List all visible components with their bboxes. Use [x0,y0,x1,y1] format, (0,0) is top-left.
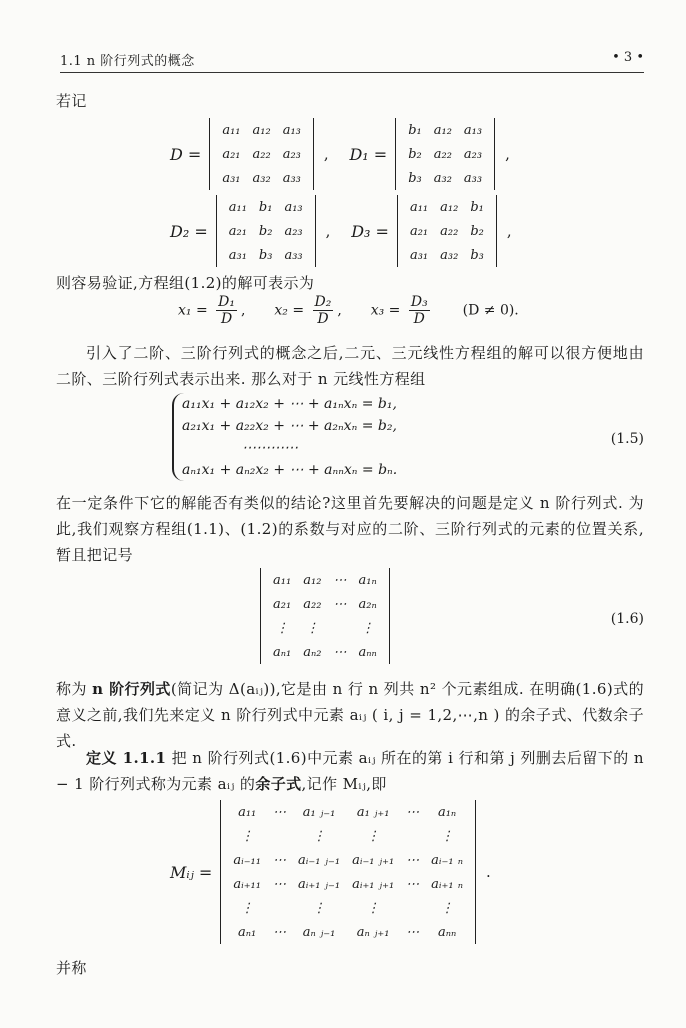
nonzero-condition: (D ≠ 0). [462,302,519,319]
matrix-entry: a₂₃ [282,146,301,162]
matrix-entry: a₂₂ [433,146,452,162]
determinant-d [209,118,314,190]
matrix-entry: a₂₂ [252,146,271,162]
system-row: a₁₁x₁ + a₁₂x₂ + ⋯ + a₁ₙxₙ = b₁, [182,396,397,412]
system-row: aₙ₁x₁ + aₙ₂x₂ + ⋯ + aₙₙxₙ = bₙ. [182,462,398,478]
matrix-entry: ⋮ [312,900,326,916]
paragraph-ruoji: 若记 [56,92,87,110]
matrix-row [402,142,488,166]
matrix-entry: a₃₂ [440,247,459,263]
matrix-entry: ⋮ [240,900,254,916]
term-minor: 余子式 [255,775,302,793]
matrix-entry: a₁ ⱼ₊₁ [356,804,390,820]
fraction-d1-over-d: $\frac{\text{D₁}}{D}$ [218,294,235,327]
matrix-entry: ⋯ [406,852,420,868]
matrix-entry: aᵢ₋₁ ⱼ₋₁ [297,852,341,868]
matrix-entry: ⋯ [406,804,420,820]
matrix-entry [267,896,292,920]
matrix-row [267,568,383,592]
section-title: 1.1 n 阶行列式的概念 [60,54,195,69]
matrix-row [216,142,307,166]
matrix-row [267,592,383,616]
matrix-entry: ⋮ [305,620,319,636]
matrix-entry: a₃₂ [252,170,271,186]
matrix-entry: a₁₁ [228,199,247,215]
matrix-entry: ⋯ [333,644,347,660]
solution-formula: x₁ = $\frac{\text{D₁}}{D}$ , x₂ = $\frac{\text{D₂}}{D}$ , x₃ = $\frac{\text{D₃}}{D}$ (D ≠ 0). [178,294,519,327]
d-label: D = [170,144,202,164]
matrix-entry: a₂₃ [284,223,303,239]
matrix-entry: ⋯ [333,572,347,588]
matrix-entry: a₃₁ [222,170,241,186]
x3-label: x₃ = [370,302,401,319]
paragraph-intro: 引入了二阶、三阶行列式的概念之后,二元、三元线性方程组的解可以很方便地由二阶、三阶行列式表示出来. 那么对于 n 元线性方程组 [56,344,644,388]
matrix-entry: a₂₁ [273,596,292,612]
matrix-row [404,243,490,267]
equation-d2-d3 [170,195,528,267]
equation-mij [170,800,507,944]
matrix-entry: aᵢ₊₁ ⱼ₊₁ [352,876,395,892]
matrix-entry: aₙ₁ [238,924,257,940]
paragraph-bingcheng: 并称 [56,959,87,977]
matrix-row [227,824,469,848]
matrix-entry: aᵢ₊₁ ₙ [431,876,464,892]
matrix-row [404,219,490,243]
comma: , [506,222,512,240]
matrix-entry: a₂₁ [228,223,247,239]
matrix-entry [400,824,425,848]
system-row: ⋯⋯⋯⋯ [242,440,298,456]
matrix-row [267,640,383,664]
matrix-entry: b₂ [470,223,484,239]
matrix-entry: a₃₁ [228,247,247,263]
matrix-entry: aₙ ⱼ₋₁ [302,924,336,940]
matrix-entry: a₃₃ [463,170,483,186]
comma: , [505,145,510,163]
matrix-row [227,920,469,944]
matrix-entry: a₁₁ [273,572,292,588]
matrix-entry: a₁₂ [303,572,322,588]
equation-number-1-5: (1.5) [610,431,644,447]
matrix-entry: ⋯ [272,804,286,820]
fraction-d3-over-d: $\frac{\text{D₃}}{D}$ [410,294,428,327]
matrix-entry: b₁ [470,199,484,215]
matrix-entry: a₁ₙ [358,572,377,588]
matrix-entry: a₂ₙ [358,596,377,612]
matrix-row [216,166,307,190]
matrix-entry: a₂₃ [463,146,483,162]
matrix-entry: ⋮ [240,828,254,844]
matrix-entry: aₙ ⱼ₊₁ [356,924,390,940]
paragraph-question: 在一定条件下它的解能否有类似的结论?这里首先要解决的问题是定义 n 阶行列式. 为此,我们观察方程组(1.1)、(1.2)的系数与对应的二阶、三阶行列式的元素的位置关系,暂且把记号 [56,494,644,564]
running-header [60,48,644,73]
matrix-entry: ⋯ [406,924,420,940]
matrix-entry: ⋮ [312,828,326,844]
matrix-entry: ⋮ [366,828,380,844]
matrix-entry: a₁₂ [252,122,271,138]
fraction-d2-over-d: $\frac{\text{D₂}}{D}$ [314,294,332,327]
definition-1-1-1: 定义 1.1.1 把 n 阶行列式(1.6)中元素 aᵢⱼ 所在的第 i 行和第 j 列删去后留下的 n − 1 阶行列式称为元素 aᵢⱼ 的余子式,记作 Mᵢⱼ,即 [56,749,644,793]
determinant-mij [220,800,476,944]
matrix-entry: ⋯ [272,924,286,940]
matrix-row [402,166,488,190]
d1-label: D₁ = [349,144,388,164]
matrix-entry: a₂₁ [409,223,429,239]
matrix-entry [267,824,292,848]
matrix-entry: a₁₂ [433,122,452,138]
matrix-entry: a₁ ⱼ₋₁ [302,804,336,820]
matrix-entry: aᵢ₋₁ ⱼ₊₁ [352,852,395,868]
matrix-entry: ⋮ [275,620,289,636]
matrix-entry: aᵢ₋₁₁ [233,852,261,868]
matrix-entry: aᵢ₋₁ ₙ [431,852,464,868]
matrix-row [402,118,488,142]
matrix-entry: b₁ [258,199,273,215]
matrix-entry: a₃₃ [282,170,301,186]
matrix-entry: a₁₃ [284,199,303,215]
matrix-row [227,896,469,920]
determinant-d1 [395,118,495,190]
matrix-entry: a₃₃ [284,247,303,263]
matrix-entry: b₃ [470,247,484,263]
matrix-entry: b₃ [258,247,273,263]
matrix-entry: a₁₁ [238,804,257,820]
matrix-row [223,195,309,219]
matrix-row [227,848,469,872]
system-row: a₂₁x₁ + a₂₂x₂ + ⋯ + a₂ₙxₙ = b₂, [182,418,397,434]
matrix-entry [327,616,352,640]
x1-label: x₁ = [178,302,208,319]
matrix-entry: a₁ₙ [437,804,457,820]
matrix-entry: a₁₁ [222,122,241,138]
matrix-entry: aᵢ₊₁₁ [233,876,261,892]
page-number: • 3 • [612,50,644,65]
matrix-row [267,616,383,640]
equation-number-1-6: (1.6) [610,611,644,627]
matrix-entry: a₁₂ [440,199,459,215]
matrix-entry: aₙ₂ [303,644,322,660]
matrix-entry: aₙₙ [437,924,457,940]
matrix-row [223,243,309,267]
matrix-entry: ⋮ [366,900,380,916]
matrix-row [227,800,469,824]
matrix-entry: ⋮ [361,620,375,636]
matrix-entry: b₂ [408,146,422,162]
matrix-entry: b₁ [408,122,422,138]
matrix-row [227,872,469,896]
mij-label: Mᵢⱼ = [170,862,213,882]
matrix-row [216,118,307,142]
matrix-row [404,195,490,219]
definition-label: 定义 1.1.1 [86,749,167,767]
matrix-entry: aₙ₁ [273,644,292,660]
matrix-entry: b₂ [258,223,273,239]
matrix-entry: aᵢ₊₁ ⱼ₋₁ [297,876,341,892]
matrix-entry: b₃ [408,170,422,186]
paragraph-called: 称为 n 阶行列式(简记为 Δ(aᵢⱼ)),它是由 n 行 n 列共 n² 个元素组成. 在明确(1.6)式的意义之前,我们先来定义 n 阶行列式中元素 aᵢⱼ ( i, j = 1,2,⋯,n ) 的余子式、代数余子式. [56,680,644,750]
matrix-row [223,219,309,243]
matrix-entry: ⋯ [272,852,286,868]
matrix-entry: a₃₁ [409,247,429,263]
matrix-entry: aₙₙ [358,644,377,660]
linear-system [172,393,397,481]
matrix-entry: a₂₁ [222,146,241,162]
period: . [486,863,491,881]
matrix-entry: ⋯ [406,876,420,892]
matrix-entry: ⋯ [272,876,286,892]
term-n-order-determinant: n 阶行列式 [92,680,171,698]
comma: , [323,145,329,163]
matrix-entry [400,896,425,920]
x2-label: x₂ = [274,302,305,319]
matrix-entry: ⋯ [333,596,347,612]
matrix-entry: a₁₃ [463,122,483,138]
matrix-entry: ⋮ [440,828,454,844]
paragraph-verify: 则容易验证,方程组(1.2)的解可表示为 [56,274,315,292]
equation-d-d1 [170,118,526,190]
d2-label: D₂ = [170,221,208,241]
matrix-entry: a₁₁ [409,199,429,215]
determinant-d3 [397,195,497,267]
matrix-entry: a₃₂ [433,170,452,186]
comma: , [325,222,331,240]
matrix-entry: ⋮ [440,900,454,916]
determinant-1-6 [260,568,390,664]
matrix-entry: a₂₂ [440,223,459,239]
matrix-entry: a₂₂ [303,596,322,612]
matrix-entry: a₁₃ [282,122,301,138]
d3-label: D₃ = [351,221,389,241]
determinant-d2 [216,195,316,267]
